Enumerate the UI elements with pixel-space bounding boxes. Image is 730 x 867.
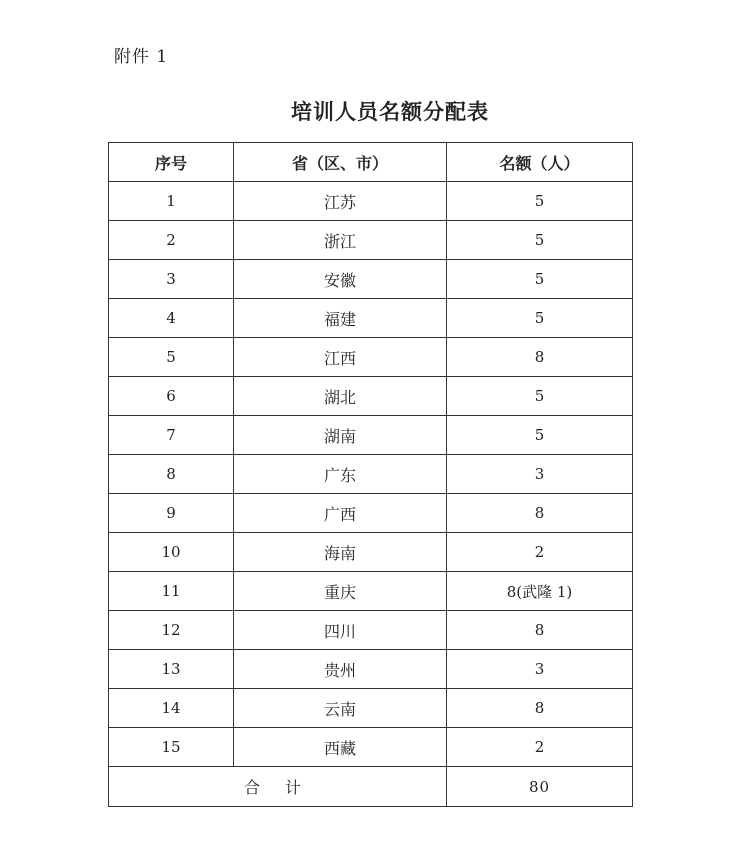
- row-region: 湖北: [234, 377, 447, 416]
- row-region: 西藏: [234, 728, 447, 767]
- row-quota: 5: [447, 416, 633, 455]
- row-quota: 5: [447, 377, 633, 416]
- table-row: [109, 533, 633, 572]
- table-header-row: [109, 143, 633, 182]
- row-quota: 5: [447, 299, 633, 338]
- table-body: [109, 182, 633, 767]
- row-serial-number: 3: [109, 260, 234, 299]
- row-quota: 8: [447, 338, 633, 377]
- row-quota: 5: [447, 221, 633, 260]
- row-serial-number: 8: [109, 455, 234, 494]
- row-quota: 5: [447, 182, 633, 221]
- header-quota: 名额（人）: [447, 143, 633, 182]
- row-quota: 3: [447, 650, 633, 689]
- header-region: 省（区、市）: [234, 143, 447, 182]
- table-row: [109, 338, 633, 377]
- table-row: [109, 299, 633, 338]
- row-serial-number: 7: [109, 416, 234, 455]
- row-serial-number: 11: [109, 572, 234, 611]
- quota-allocation-table: [108, 142, 633, 807]
- row-serial-number: 5: [109, 338, 234, 377]
- table-row: [109, 182, 633, 221]
- table-row: [109, 494, 633, 533]
- row-serial-number: 12: [109, 611, 234, 650]
- row-region: 浙江: [234, 221, 447, 260]
- row-serial-number: 13: [109, 650, 234, 689]
- total-row: [109, 767, 633, 807]
- table-row: [109, 377, 633, 416]
- table-row: [109, 689, 633, 728]
- row-serial-number: 15: [109, 728, 234, 767]
- row-serial-number: 14: [109, 689, 234, 728]
- header-serial-number: 序号: [109, 143, 234, 182]
- attachment-label: 附件 1: [114, 47, 169, 67]
- row-region: 重庆: [234, 572, 447, 611]
- row-serial-number: 10: [109, 533, 234, 572]
- row-region: 湖南: [234, 416, 447, 455]
- row-quota: 5: [447, 260, 633, 299]
- row-quota: 2: [447, 533, 633, 572]
- row-serial-number: 1: [109, 182, 234, 221]
- row-quota: 2: [447, 728, 633, 767]
- table-row: [109, 455, 633, 494]
- total-value: 80: [447, 767, 633, 807]
- table-row: [109, 611, 633, 650]
- row-quota: 3: [447, 455, 633, 494]
- row-region: 广西: [234, 494, 447, 533]
- row-region: 江苏: [234, 182, 447, 221]
- row-region: 福建: [234, 299, 447, 338]
- row-quota: 8(武隆 1): [447, 572, 633, 611]
- row-region: 贵州: [234, 650, 447, 689]
- row-quota: 8: [447, 494, 633, 533]
- table-row: [109, 572, 633, 611]
- table-row: [109, 728, 633, 767]
- row-quota: 8: [447, 611, 633, 650]
- table-row: [109, 416, 633, 455]
- row-quota: 8: [447, 689, 633, 728]
- document-title: 培训人员名额分配表: [291, 100, 489, 124]
- total-label: 合 计: [109, 767, 447, 807]
- row-region: 四川: [234, 611, 447, 650]
- row-region: 江西: [234, 338, 447, 377]
- row-region: 云南: [234, 689, 447, 728]
- row-region: 安徽: [234, 260, 447, 299]
- row-serial-number: 6: [109, 377, 234, 416]
- table-row: [109, 650, 633, 689]
- row-region: 海南: [234, 533, 447, 572]
- table-row: [109, 260, 633, 299]
- table-row: [109, 221, 633, 260]
- row-region: 广东: [234, 455, 447, 494]
- row-serial-number: 2: [109, 221, 234, 260]
- row-serial-number: 9: [109, 494, 234, 533]
- row-serial-number: 4: [109, 299, 234, 338]
